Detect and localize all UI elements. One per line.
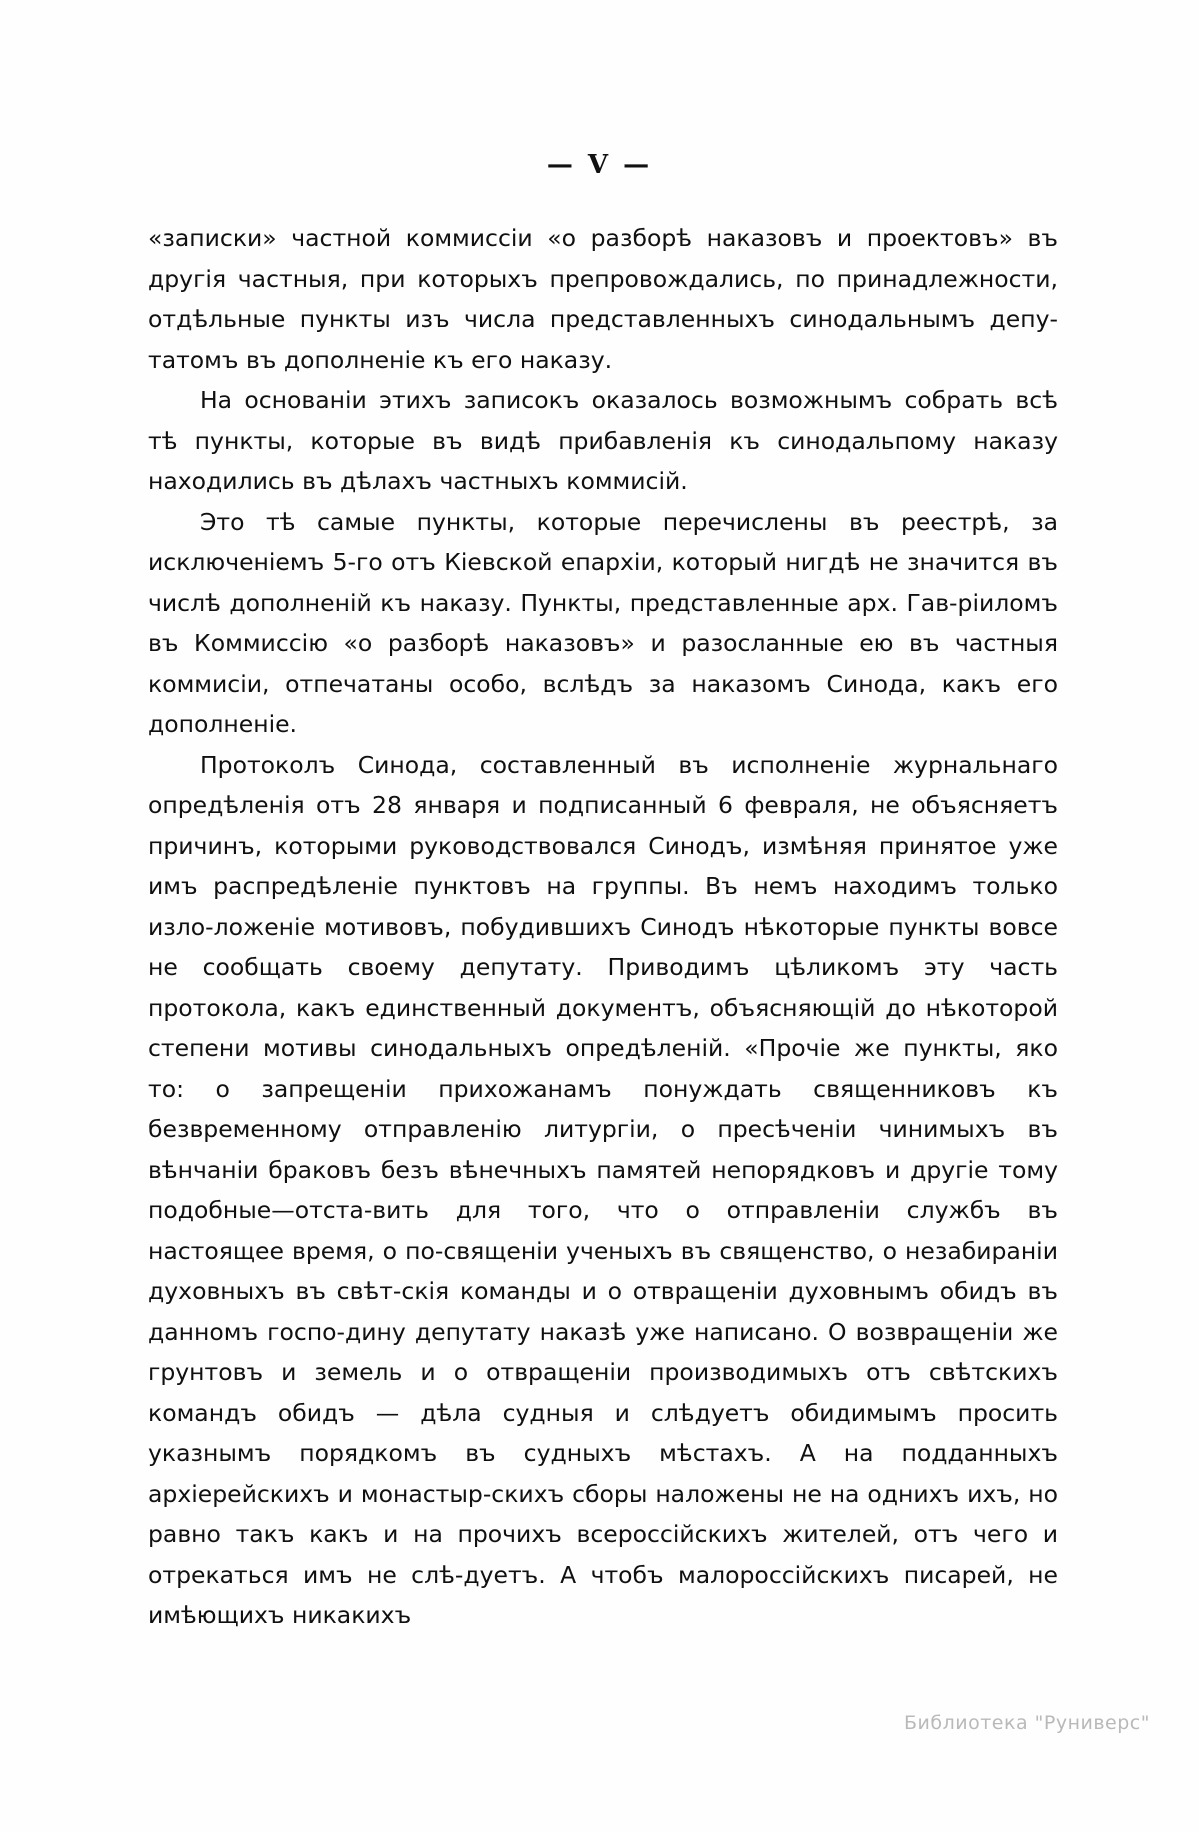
paragraph-2: На основаніи этихъ записокъ оказалось возможнымъ собрать всѣ тѣ пункты, которые въ видѣ прибавленія къ синодальпому наказу находились въ дѣлахъ частныхъ коммисій.	[148, 386, 1058, 495]
paragraph-3: Это тѣ самые пункты, которые перечислены въ реестрѣ, за исключеніемъ 5-го отъ Кіевской епархіи, который нигдѣ не значится въ числѣ дополненій къ наказу. Пункты, представленные арх. Гав-ріиломъ въ Коммиссію «о разборѣ наказовъ» и разосланные ею въ частныя коммисіи, отпечатаны особо, вслѣдъ за наказомъ Синода, какъ его дополненіе.	[148, 507, 1058, 738]
library-watermark: Библиотека "Руниверс"	[904, 1712, 1150, 1734]
paragraph-4: Протоколъ Синода, составленный въ исполненіе журнальнаго опредѣленія отъ 28 января и подписанный 6 февраля, не объясняетъ причинъ, которыми руководствовался Синодъ, измѣняя принятое уже имъ распредѣленіе пунктовъ на группы. Въ немъ находимъ только изло-ложеніе мотивовъ, побудившихъ Синодъ нѣкоторые пункты вовсе не сообщать своему депутату. Приводимъ цѣликомъ эту часть протокола, какъ единственный документъ, объясняющій до нѣкоторой степени мотивы синодальныхъ опредѣленій. «Прочіе же пункты, яко то: о запрещеніи прихожанамъ понуждать священниковъ къ безвременному отправленію литургіи, о пресѣченіи чинимыхъ въ вѣнчаніи браковъ безъ вѣнечныхъ памятей непорядковъ и другіе тому подобные—отста-вить для того, что о отправленіи службъ въ настоящее время, о по-священіи ученыхъ въ священство, о незабираніи духовныхъ въ свѣт-скія команды и о отвращеніи духовнымъ обидъ въ данномъ госпо-дину депутату наказѣ уже написано. О возвращеніи же грунтовъ и земель и о отвращеніи производимыхъ отъ свѣтскихъ командъ обидъ — дѣла судныя и слѣдуетъ обидимымъ просить указнымъ порядкомъ въ судныхъ мѣстахъ. А на подданныхъ архіерейскихъ и монастыр-скихъ сборы наложены не на однихъ ихъ, но равно такъ какъ и на прочихъ всероссійскихъ жителей, отъ чего и отрекаться имъ не слѣ-дуетъ. А чтобъ малороссійскихъ писарей, не имѣющихъ никакихъ	[148, 750, 1058, 1629]
paragraph-1: «записки» частной коммиссіи «о разборѣ наказовъ и проектовъ» въ другія частныя, при которыхъ препровождались, по принадлежности, отдѣльные пункты изъ числа представленныхъ синодальнымъ депу-татомъ въ дополненіе къ его наказу.	[148, 224, 1058, 374]
page-number: — V —	[546, 150, 653, 180]
body-text-block	[148, 218, 1058, 1636]
